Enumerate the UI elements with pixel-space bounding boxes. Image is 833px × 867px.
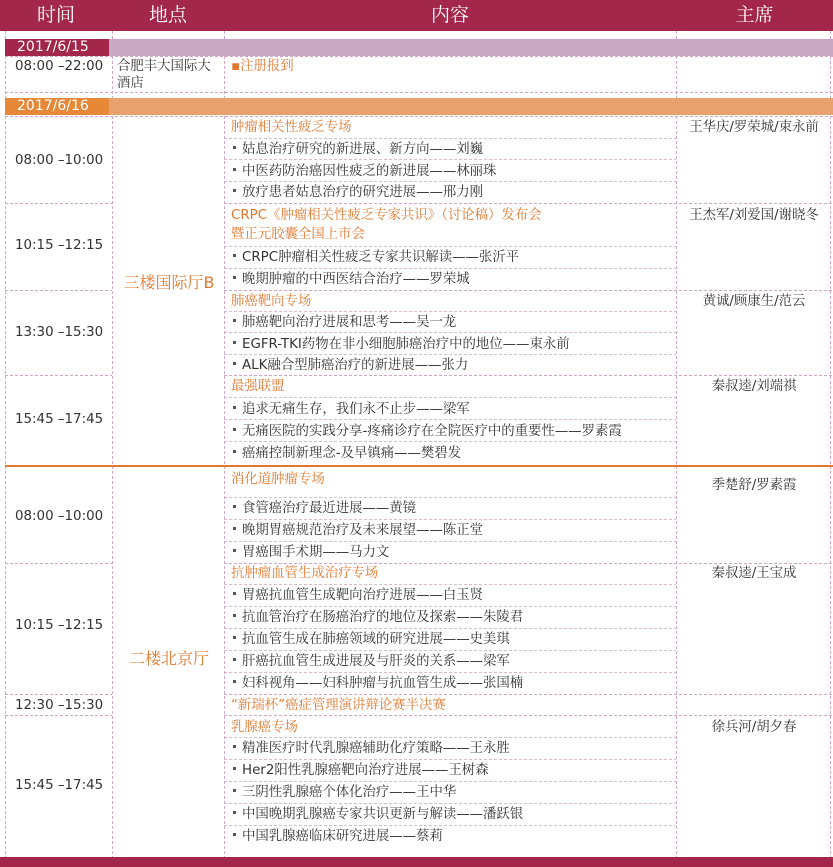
header-time: 时间 <box>36 4 75 26</box>
section-title: CRPC《肿瘤相关性疲乏专家共识》（讨论稿）发布会 <box>231 208 542 223</box>
list-item: 无痛医院的实践分享-疼痛诊疗在全院医疗中的重要性——罗素霞 <box>231 423 622 440</box>
time-cell: 15:45 –17:45 <box>15 412 104 427</box>
venue-hall-b: 三楼国际厅B <box>123 273 215 292</box>
venue-beijing-hall: 二楼北京厅 <box>128 649 209 668</box>
chair-cell: 黄诚/顾康生/范云 <box>702 294 806 309</box>
time-cell: 10:15 –12:15 <box>15 238 104 253</box>
list-item: 肺癌靶向治疗进展和思考——吴一龙 <box>231 314 456 331</box>
list-item: 三阴性乳腺癌个体化治疗——王中华 <box>231 784 456 801</box>
chair-cell: 季楚舒/罗素霞 <box>711 478 797 493</box>
chair-cell: 秦叔逵/王宝成 <box>711 566 797 581</box>
header-chair: 主席 <box>735 4 774 26</box>
time-cell: 08:00 –22:00 <box>15 59 104 74</box>
table-header <box>0 0 833 31</box>
time-cell: 10:15 –12:15 <box>15 618 104 633</box>
section-title: 肺癌靶向专场 <box>231 294 312 309</box>
list-item: 妇科视角——妇科肿瘤与抗血管生成——张国楠 <box>231 675 523 692</box>
section-title: 乳腺癌专场 <box>231 720 298 735</box>
list-item: 抗血管治疗在肠癌治疗的地位及探索——朱陵君 <box>231 609 523 626</box>
time-cell: 13:30 –15:30 <box>15 325 104 340</box>
section-title: 消化道肿瘤专场 <box>231 472 325 487</box>
list-item: CRPC肿瘤相关性疲乏专家共识解读——张沂平 <box>231 249 519 266</box>
list-item: 晚期胃癌规范治疗及未来展望——陈正堂 <box>231 522 483 539</box>
list-item: 抗血管生成在肺癌领域的研究进展——史美琪 <box>231 631 510 648</box>
list-item: 胃癌围手术期——马力文 <box>231 544 389 561</box>
list-item: ALK融合型肺癌治疗的新进展——张力 <box>231 357 468 374</box>
list-item: 精准医疗时代乳腺癌辅助化疗策略——王永胜 <box>231 740 510 757</box>
date-label: 2017/6/16 <box>5 98 109 115</box>
date-bar-day2 <box>5 98 833 115</box>
list-item: 放疗患者姑息治疗的研究进展——邢力刚 <box>231 184 483 201</box>
chair-cell: 秦叔逵/刘端祺 <box>711 379 797 394</box>
chair-cell: 王杰军/刘爱国/谢晓冬 <box>689 208 819 223</box>
list-item: 中国晚期乳腺癌专家共识更新与解读——潘跃银 <box>231 806 523 823</box>
time-cell: 12:30 –15:30 <box>15 698 104 713</box>
header-content: 内容 <box>430 4 469 26</box>
section-title: 抗肿瘤血管生成治疗专场 <box>231 566 379 581</box>
registration-item: ▪注册报到 <box>231 59 294 74</box>
section-title: 最强联盟 <box>231 379 285 394</box>
date-label: 2017/6/15 <box>5 39 109 56</box>
list-item: 追求无痛生存，我们永不止步——梁军 <box>231 401 470 418</box>
list-item: 肝癌抗血管生成进展及与肝炎的关系——梁军 <box>231 653 510 670</box>
chair-cell: 徐兵河/胡夕春 <box>711 720 797 735</box>
time-cell: 08:00 –10:00 <box>15 509 104 524</box>
list-item: 胃癌抗血管生成靶向治疗进展——白玉贤 <box>231 587 483 604</box>
footer-bar <box>0 857 833 867</box>
place-cell: 合肥丰大国际大酒店 <box>117 59 211 91</box>
list-item: Her2阳性乳腺癌靶向治疗进展——王树森 <box>231 762 489 779</box>
section-title: “新瑞杯”癌症管理演讲辩论赛半决赛 <box>231 698 446 713</box>
list-item: 食管癌治疗最近进展——黄镜 <box>231 500 416 517</box>
list-item: 中医药防治癌因性疲乏的新进展——林丽珠 <box>231 163 496 180</box>
list-item: 中国乳腺癌临床研究进展——蔡莉 <box>231 828 443 845</box>
section-title: 肿瘤相关性疲乏专场 <box>231 120 352 135</box>
time-cell: 15:45 –17:45 <box>15 778 104 793</box>
time-cell: 08:00 –10:00 <box>15 153 104 168</box>
list-item: EGFR-TKI药物在非小细胞肺癌治疗中的地位——束永前 <box>231 336 570 353</box>
section-title-line2: 暨正元胶囊全国上市会 <box>231 227 365 242</box>
list-item: 晚期肿瘤的中西医结合治疗——罗荣城 <box>231 271 470 288</box>
date-bar-day1 <box>5 39 833 56</box>
list-item: 姑息治疗研究的新进展、新方向——刘巍 <box>231 141 483 158</box>
header-place: 地点 <box>148 4 187 26</box>
list-item: 癌痛控制新理念-及早镇痛——樊碧发 <box>231 445 461 462</box>
chair-cell: 王华庆/罗荣城/束永前 <box>689 120 819 135</box>
